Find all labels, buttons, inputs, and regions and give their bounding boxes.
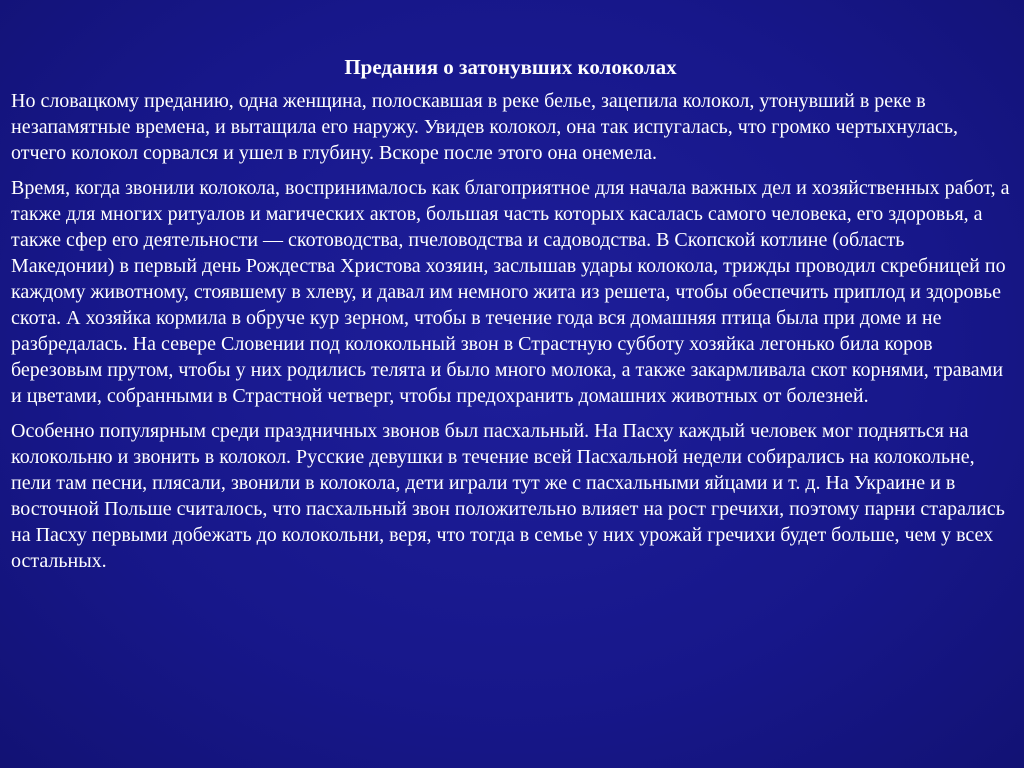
paragraph-legend: Но словацкому преданию, одна женщина, полоскавшая в реке белье, зацепила колокол, утонувший в реке в незапамятные времена, и вытащила его наружу. Увидев колокол, она так испугалась, что громко чертыхнулась, отчего колокол сорвался и ушел в глубину. Вскоре после этого она онемела.	[11, 90, 959, 164]
paragraph-rituals: Время, когда звонили колокола, воспринималось как благоприятное для начала важных дел и хозяйственных работ, а также для многих ритуалов и магических актов, большая часть которых касалась самого человека, его здоровья, а также сфер его деятельности — скотоводства, пчеловодства и садоводства. В Скопской котлине (область Македонии) в первый день Рождества Христова хозяин, заслышав удары колокола, трижды проводил скребницей по каждому животному, стоявшему в хлеву, и давал им немного жита из решета, чтобы обеспечить приплод и здоровье скота. А хозяйка кормила в обруче кур зерном, чтобы в течение года вся домашняя птица была при доме и не разбредалась. На севере Словении под колокольный звон в Страстную субботу хозяйка легонько била коров березовым прутом, чтобы у них родились телята и было много молока, а также закармливала скот корнями, травами и цветами, собранными в Страстной четверг, чтобы предохранить домашних животных от болезней.	[11, 177, 1010, 407]
paragraph-easter: Особенно популярным среди праздничных звонов был пасхальный. На Пасху каждый человек мог подняться на колокольню и звонить в колокол. Русские девушки в течение всей Пасхальной недели собирались на колокольне, пели там песни, плясали, звонили в колокола, дети играли тут же с пасхальными яйцами и т. д. На Украине и в восточной Польше считалось, что пасхальный звон положительно влияет на рост гречихи, поэтому парни старались на Пасху первыми добежать до колокольни, веря, что тогда в семье у них урожай гречихи будет больше, чем у всех остальных.	[11, 420, 1005, 572]
slide-title: Предания о затонувших колоколах	[344, 55, 677, 79]
